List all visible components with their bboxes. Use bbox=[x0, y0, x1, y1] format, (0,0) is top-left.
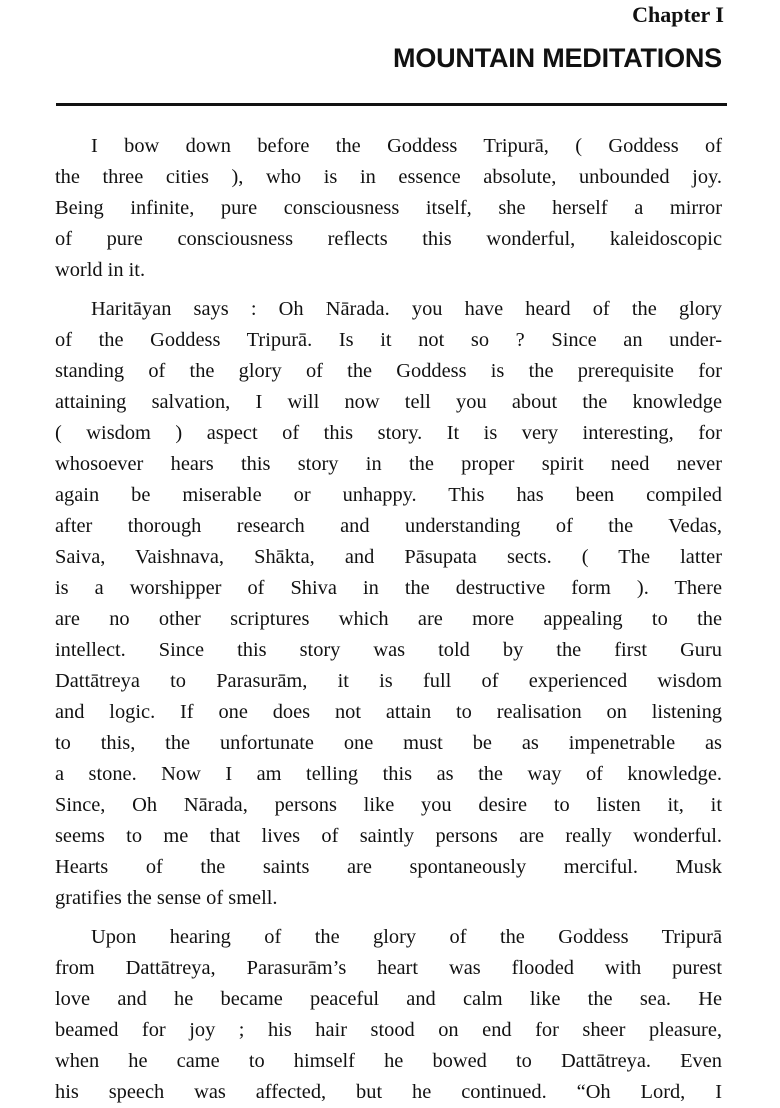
text-line: beamed for joy ; his hair stood on end for sheer pleasure, bbox=[55, 1019, 722, 1041]
text-line: Since, Oh Nārada, persons like you desire to listen it, it bbox=[55, 794, 722, 816]
text-line: Being infinite, pure consciousness itself, she herself a mirror bbox=[55, 197, 722, 219]
text-line: intellect. Since this story was told by the first Guru bbox=[55, 639, 722, 661]
text-line: attaining salvation, I will now tell you about the knowledge bbox=[55, 391, 722, 413]
text-line: the three cities ), who is in essence absolute, unbounded joy. bbox=[55, 166, 722, 188]
text-line: world in it. bbox=[55, 259, 146, 281]
text-line: a stone. Now I am telling this as the way of knowledge. bbox=[55, 763, 722, 785]
text-line: to this, the unfortunate one must be as impenetrable as bbox=[55, 732, 722, 754]
text-line: is a worshipper of Shiva in the destructive form ). There bbox=[55, 577, 722, 599]
text-line: of pure consciousness reflects this wonderful, kaleidoscopic bbox=[55, 228, 722, 250]
text-line: Haritāyan says : Oh Nārada. you have heard of the glory bbox=[91, 298, 722, 320]
text-line: I bow down before the Goddess Tripurā, ( Goddess of bbox=[91, 135, 722, 157]
paragraph bbox=[55, 294, 722, 914]
text-line: of the Goddess Tripurā. Is it not so ? Since an under- bbox=[55, 329, 722, 351]
text-line: Dattātreya to Parasurām, it is full of experienced wisdom bbox=[55, 670, 722, 692]
text-line: again be miserable or unhappy. This has been compiled bbox=[55, 484, 722, 506]
chapter-title: MOUNTAIN MEDITATIONS bbox=[393, 43, 722, 73]
text-line: gratifies the sense of smell. bbox=[55, 887, 278, 909]
text-line: love and he became peaceful and calm like the sea. He bbox=[55, 988, 722, 1010]
text-line: whosoever hears this story in the proper spirit need never bbox=[55, 453, 722, 475]
text-line: Saiva, Vaishnava, Shākta, and Pāsupata sects. ( The latter bbox=[55, 546, 722, 568]
body-text bbox=[55, 131, 722, 1108]
title-rule bbox=[56, 103, 727, 106]
text-line: his speech was affected, but he continued. “Oh Lord, I bbox=[55, 1081, 722, 1103]
text-line: seems to me that lives of saintly persons are really wonderful. bbox=[55, 825, 722, 847]
text-line: from Dattātreya, Parasurām’s heart was flooded with purest bbox=[55, 957, 722, 979]
text-line: Upon hearing of the glory of the Goddess Tripurā bbox=[91, 926, 722, 948]
text-line: are no other scriptures which are more appealing to the bbox=[55, 608, 722, 630]
text-line: Hearts of the saints are spontaneously merciful. Musk bbox=[55, 856, 722, 878]
text-line: when he came to himself he bowed to Dattātreya. Even bbox=[55, 1050, 722, 1072]
chapter-label: Chapter I bbox=[632, 2, 724, 27]
text-line: ( wisdom ) aspect of this story. It is very interesting, for bbox=[55, 422, 722, 444]
text-line: standing of the glory of the Goddess is the prerequisite for bbox=[55, 360, 722, 382]
paragraph bbox=[55, 922, 722, 1108]
text-line: and logic. If one does not attain to realisation on listening bbox=[55, 701, 722, 723]
text-line: after thorough research and understanding of the Vedas, bbox=[55, 515, 722, 537]
paragraph bbox=[55, 131, 722, 286]
